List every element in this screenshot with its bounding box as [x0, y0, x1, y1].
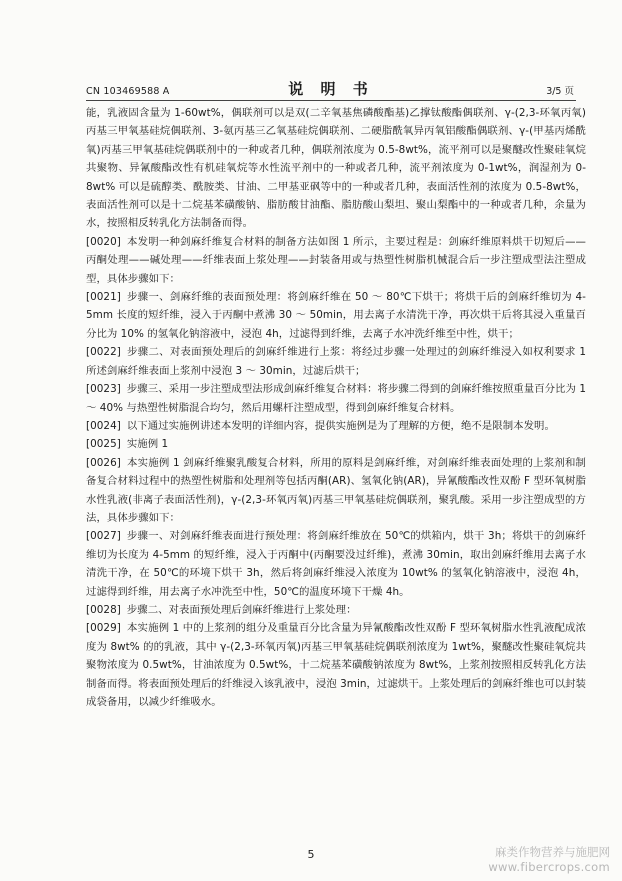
- paragraph-0026: [86, 454, 586, 528]
- page-indicator: 3/5 页: [546, 86, 574, 97]
- paragraph-0027: [86, 527, 586, 601]
- paragraph-0028: [86, 601, 586, 619]
- paragraph-number: [0020]: [86, 235, 121, 248]
- watermark-url: www.fibercrops.com: [488, 860, 610, 874]
- paragraph-number: [0026]: [86, 456, 121, 469]
- paragraph-text: 步骤二、对表面预处理后的剑麻纤维进行上浆：将经过步骤一处理过的剑麻纤维浸入如权利要求 1 所述剑麻纤维表面上浆剂中浸泡 3 ～ 30min，过滤后烘干；: [86, 346, 586, 377]
- paragraph-number: [0024]: [86, 419, 121, 432]
- document-type-title: 说 明 书: [288, 80, 374, 98]
- paragraph-continuation: [86, 104, 586, 233]
- paragraph-number: [0028]: [86, 603, 121, 616]
- paragraph-0022: [86, 343, 586, 380]
- paragraph-number: [0022]: [86, 346, 121, 359]
- paragraph-0021: [86, 288, 586, 343]
- paragraph-text: 能，乳液固含量为 1-60wt%，偶联剂可以是双(二辛氧基焦磷酸酯基)乙撑钛酸酯偶联剂、γ-(2,3-环氧丙氧)丙基三甲氧基硅烷偶联剂、3-氨丙基三乙氧基硅烷偶联剂、二硬脂酰氧异丙氧铝酸酯偶联剂、γ-(甲基丙烯酰氧)丙基三甲氧基硅烷偶联剂中的一种或者几种，偶联剂浓度为 0.5-8wt%，流平剂可以是聚醚改性聚硅氧烷共聚物、异氰酸酯改性有机硅氧烷等水性流平剂中的一种或者几种，流平剂浓度为 0-1wt%，润湿剂为 0-8wt% 可以是硫醇类、酰胺类、甘油、二甲基亚砜等中的一种或者几种，表面活性剂的浓度为 0.5-8wt%，表面活性剂可以是十二烷基苯磺酸钠、脂肪酸甘油酯、脂肪酸山梨坦、聚山梨酯中的一种或者几种，余量为水，按照相反转乳化方法制备而得。: [86, 107, 586, 230]
- site-watermark: [488, 845, 610, 875]
- document-body: [86, 104, 586, 711]
- paragraph-text: 步骤一、剑麻纤维的表面预处理：将剑麻纤维在 50 ～ 80℃下烘干；将烘干后的剑麻纤维切为 4-5mm 长度的短纤维，浸入于丙酮中煮沸 30 ～ 50min，用去离子水清洗干净，再次烘干后将其浸入重量百分比为 10% 的氢氧化钠溶液中，浸泡 4h，过滤得到纤维，去离子水冲洗纤维至中性，烘干；: [86, 291, 586, 340]
- paragraph-0029: [86, 619, 586, 711]
- paragraph-0024: [86, 417, 586, 435]
- paragraph-0020: [86, 233, 586, 288]
- paragraph-text: 本实施例 1 中的上浆剂的组分及重量百分比含量为异氰酸酯改性双酚 F 型环氧树脂水性乳液配成浓度为 8wt% 的的乳液，其中 γ-(2,3-环氧丙氧)丙基三甲氧基硅烷偶联剂浓度为 1wt%，聚醚改性聚硅氧烷共聚物浓度为 0.5wt%，甘油浓度为 0.5wt%，十二烷基苯磺酸钠浓度为 8wt%，上浆剂按照相反转乳化方法制备而得。将表面预处理后的纤维浸入该乳液中，浸泡 3min，过滤烘干。上浆处理后的剑麻纤维也可以封装成袋备用，以减少纤维吸水。: [86, 622, 586, 708]
- page-number: 5: [307, 848, 315, 861]
- paragraph-number: [0029]: [86, 622, 121, 635]
- paragraph-text: 本发明一种剑麻纤维复合材料的制备方法如图 1 所示，主要过程是：剑麻纤维原料烘干切短后——丙酮处理——碱处理——纤维表面上浆处理——封装备用或与热塑性树脂机械混合后一步注塑成型法注塑成型，具体步骤如下：: [86, 235, 586, 285]
- paragraph-text: 步骤一、对剑麻纤维表面进行预处理：将剑麻纤维放在 50℃的烘箱内，烘干 3h；将烘干的剑麻纤维切为长度为 4-5mm 的短纤维，浸入于丙酮中(丙酮要没过纤维)，煮沸 30min，取出剑麻纤维用去离子水清洗干净，在 50℃的环境下烘干 3h，然后将剑麻纤维浸入浓度为 10wt% 的氢氧化钠溶液中，浸泡 4h，过滤得到纤维，用去离子水冲洗至中性，50℃的温度环境下干燥 4h。: [86, 530, 586, 598]
- page-header: [86, 78, 576, 101]
- paragraph-number: [0025]: [86, 438, 121, 451]
- paragraph-text: 步骤二、对表面预处理后剑麻纤维进行上浆处理：: [126, 603, 357, 616]
- paragraph-0025: [86, 435, 586, 453]
- paragraph-text: 实施例 1: [126, 438, 169, 451]
- paragraph-text: 本实施例 1 剑麻纤维聚乳酸复合材料，所用的原料是剑麻纤维，对剑麻纤维表面处理的上浆剂和制备复合材料过程中的热塑性树脂和处理剂等包括丙酮(AR)、氢氧化钠(AR)，异氰酸酯改性双酚 F 型环氧树脂水性乳液(非离子表面活性剂)，γ-(2,3-环氧丙氧)丙基三甲氧基硅烷偶联剂，聚乳酸。采用一步注塑成型的方法，具体步骤如下：: [86, 456, 586, 524]
- paragraph-text: 步骤三、采用一步注塑成型法形成剑麻纤维复合材料：将步骤二得到的剑麻纤维按照重量百分比为 1 ～ 40% 与热塑性树脂混合均匀，然后用螺杆注塑成型，得到剑麻纤维复合材料。: [86, 383, 586, 414]
- paragraph-number: [0023]: [86, 383, 121, 396]
- watermark-title: 麻类作物营养与施肥网: [495, 845, 610, 859]
- paragraph-number: [0021]: [86, 291, 121, 304]
- paragraph-number: [0027]: [86, 530, 121, 543]
- publication-number: CN 103469588 A: [86, 86, 170, 97]
- paragraph-0023: [86, 380, 586, 417]
- paragraph-text: 以下通过实施例讲述本发明的详细内容，提供实施例是为了理解的方便，绝不是限制本发明。: [126, 419, 555, 432]
